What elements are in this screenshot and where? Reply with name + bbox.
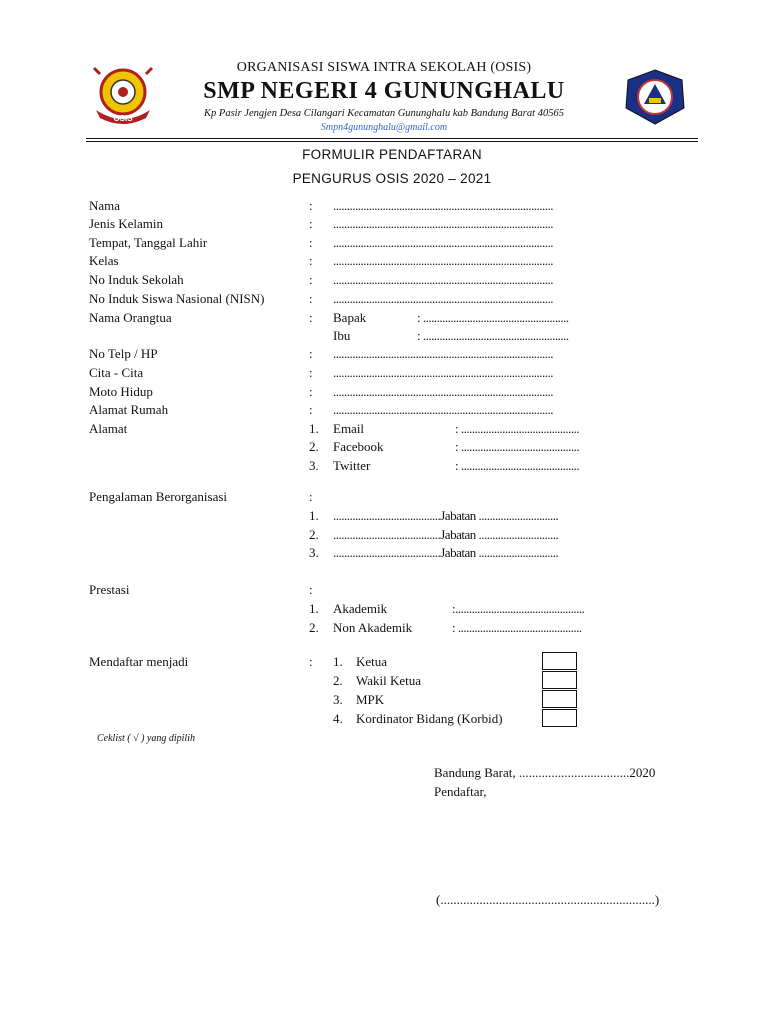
field-cita-blank[interactable]: ................................................................................ — [333, 365, 553, 380]
field-label-cita: Cita - Cita — [89, 365, 144, 380]
signature-role: Pendaftar, — [434, 784, 487, 799]
osis-logo-text: OSIS — [113, 114, 133, 123]
colon: : — [309, 272, 313, 287]
signature-name-line[interactable]: (..................................................................) — [436, 892, 660, 907]
list-number: 3. — [333, 692, 343, 707]
colon: : — [309, 198, 313, 213]
field-kelas-blank[interactable]: ................................................................................ — [333, 253, 553, 268]
colon: : — [309, 402, 313, 417]
field-nis-blank[interactable]: ................................................................................ — [333, 272, 553, 287]
form-subtitle: PENGURUS OSIS 2020 – 2021 — [292, 171, 492, 186]
alamat-email-label: Email — [333, 421, 365, 436]
field-nama-blank[interactable]: ................................................................................ — [333, 198, 553, 213]
field-label-kelas: Kelas — [89, 253, 119, 268]
pengalaman-3-blank[interactable]: .......................................Jabatan ............................. — [333, 545, 559, 560]
field-label-alamat: Alamat — [89, 421, 128, 436]
orangtua-ibu-blank[interactable]: : ..................................................... — [417, 328, 569, 343]
field-moto-blank[interactable]: ................................................................................ — [333, 384, 553, 399]
alamat-twitter-label: Twitter — [333, 458, 371, 473]
checkbox-wakil-ketua[interactable] — [542, 671, 577, 689]
colon: : — [309, 654, 313, 669]
list-number: 2. — [309, 620, 319, 635]
signature-place-date[interactable]: Bandung Barat, ..................................2020 — [434, 765, 656, 780]
colon: : — [309, 253, 313, 268]
prestasi-akademik-label: Akademik — [333, 601, 388, 616]
alamat-facebook-blank[interactable]: : ........................................... — [455, 439, 580, 454]
list-number: 3. — [309, 458, 319, 473]
field-telp-blank[interactable]: ................................................................................ — [333, 346, 553, 361]
jabatan-ketua-label: Ketua — [356, 654, 388, 669]
field-ttl-blank[interactable]: ................................................................................ — [333, 235, 553, 250]
colon: : — [309, 346, 313, 361]
field-jenis-kelamin-blank[interactable]: ................................................................................ — [333, 216, 553, 231]
prestasi-non-akademik-label: Non Akademik — [333, 620, 413, 635]
field-nisn-blank[interactable]: ................................................................................ — [333, 291, 553, 306]
colon: : — [309, 365, 313, 380]
orangtua-bapak-blank[interactable]: : ..................................................... — [417, 310, 569, 325]
field-label-alamat-rumah: Alamat Rumah — [89, 402, 169, 417]
colon: : — [309, 489, 313, 504]
jabatan-korbid-label: Kordinator Bidang (Korbid) — [356, 711, 503, 726]
list-number: 1. — [309, 601, 319, 616]
field-label-moto: Moto Hidup — [89, 384, 153, 399]
school-email: Smpn4gununghalu@gmail.com — [320, 122, 448, 133]
alamat-email-blank[interactable]: : ........................................... — [455, 421, 580, 436]
orangtua-bapak-label: Bapak — [333, 310, 367, 325]
orangtua-ibu-label: Ibu — [333, 328, 351, 343]
list-number: 1. — [309, 421, 319, 436]
prestasi-non-akademik-blank[interactable]: : ............................................. — [452, 620, 582, 635]
list-number: 2. — [309, 439, 319, 454]
field-alamat-rumah-blank[interactable]: ................................................................................ — [333, 402, 553, 417]
colon: : — [309, 235, 313, 250]
list-number: 2. — [333, 673, 343, 688]
header-rule-thin — [86, 141, 698, 142]
list-number: 2. — [309, 527, 319, 542]
school-name: SMP NEGERI 4 GUNUNGHALU — [203, 78, 565, 104]
colon: : — [309, 216, 313, 231]
field-label-nisn: No Induk Siswa Nasional (NISN) — [89, 291, 265, 306]
field-label-nama: Nama — [89, 198, 121, 213]
colon: : — [309, 310, 313, 325]
alamat-twitter-blank[interactable]: : ........................................... — [455, 458, 580, 473]
checkbox-ketua[interactable] — [542, 652, 577, 670]
field-label-pengalaman: Pengalaman Berorganisasi — [89, 489, 228, 504]
header-rule — [86, 138, 698, 139]
colon: : — [309, 384, 313, 399]
field-label-ttl: Tempat, Tanggal Lahir — [89, 235, 208, 250]
alamat-facebook-label: Facebook — [333, 439, 384, 454]
list-number: 3. — [309, 545, 319, 560]
school-address: Kp Pasir Jengjen Desa Cilangari Kecamatan Gununghalu kab Bandung Barat 40565 — [204, 108, 564, 119]
prestasi-akademik-blank[interactable]: :............................................... — [452, 601, 585, 616]
list-number: 4. — [333, 711, 343, 726]
field-label-orangtua: Nama Orangtua — [89, 310, 172, 325]
colon: : — [309, 291, 313, 306]
pengalaman-1-blank[interactable]: .......................................Jabatan ............................. — [333, 508, 559, 523]
field-label-nis: No Induk Sekolah — [89, 272, 184, 287]
checkbox-korbid[interactable] — [542, 709, 577, 727]
field-label-jenis-kelamin: Jenis Kelamin — [89, 216, 164, 231]
organization-name: ORGANISASI SISWA INTRA SEKOLAH (OSIS) — [236, 60, 532, 75]
pengalaman-2-blank[interactable]: .......................................Jabatan ............................. — [333, 527, 559, 542]
form-title: FORMULIR PENDAFTARAN — [302, 147, 482, 162]
field-label-mendaftar: Mendaftar menjadi — [89, 654, 189, 669]
jabatan-wakil-ketua-label: Wakil Ketua — [356, 673, 422, 688]
checklist-note: Ceklist ( √ ) yang dipilih — [97, 733, 195, 744]
list-number: 1. — [309, 508, 319, 523]
colon: : — [309, 582, 313, 597]
checkbox-mpk[interactable] — [542, 690, 577, 708]
jabatan-mpk-label: MPK — [356, 692, 385, 707]
field-label-telp: No Telp / HP — [89, 346, 158, 361]
field-label-prestasi: Prestasi — [89, 582, 130, 597]
list-number: 1. — [333, 654, 343, 669]
